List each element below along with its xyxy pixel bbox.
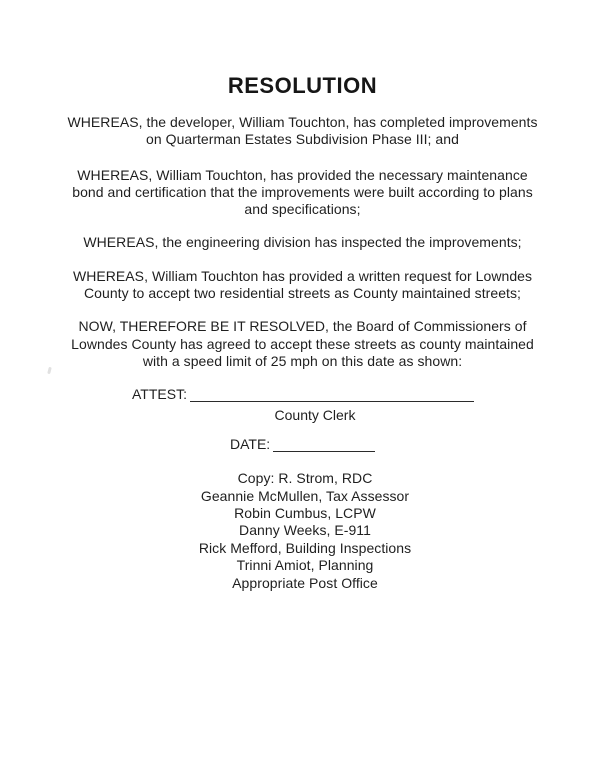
copy-list-item: Appropriate Post Office (232, 574, 378, 591)
paragraph-line: with a speed limit of 25 mph on this date as shown: (142, 352, 463, 369)
paragraph-whereas-developer (43, 114, 563, 149)
attest-signature-line (190, 387, 474, 402)
copy-distribution-list (105, 470, 505, 592)
copy-list-item: Danny Weeks, E-911 (239, 522, 371, 539)
date-label: DATE: (230, 436, 271, 453)
paragraph-resolved (43, 318, 563, 370)
copy-list-item: Geannie McMullen, Tax Assessor (200, 487, 410, 504)
copy-list-item: Robin Cumbus, LCPW (234, 505, 376, 522)
paragraph-line: WHEREAS, the developer, William Touchton, has completed improvements (67, 114, 538, 130)
paragraph-whereas-request (43, 268, 563, 303)
paragraph-line: bond and certification that the improvements were built according to plans (72, 183, 533, 200)
paragraph-whereas-engineering (43, 234, 563, 251)
copy-list-item: Rick Mefford, Building Inspections (198, 539, 412, 556)
paragraph-line: and specifications; (244, 201, 361, 218)
paragraph-line: on Quarterman Estates Subdivision Phase III; and (146, 131, 459, 148)
document-title: RESOLUTION (227, 73, 378, 98)
paragraph-line: County to accept two residential streets as County maintained streets; (84, 285, 521, 302)
attest-row (132, 387, 600, 402)
paragraph-line: WHEREAS, William Touchton, has provided the necessary maintenance (77, 166, 528, 183)
copy-list-item: Trinni Amiot, Planning (236, 557, 374, 574)
copy-list-item: Copy: R. Strom, RDC (237, 470, 373, 487)
paragraph-line: Lowndes County has agreed to accept these streets as county maintained (71, 335, 534, 352)
county-clerk-label: County Clerk (274, 407, 356, 424)
paragraph-whereas-bond (43, 167, 563, 219)
paragraph-line: WHEREAS, William Touchton has provided a written request for Lowndes (72, 267, 533, 284)
paragraph-line: NOW, THEREFORE BE IT RESOLVED, the Board of Commissioners of (78, 318, 527, 335)
date-blank-line (273, 437, 375, 452)
paragraph-line: WHEREAS, the engineering division has inspected the improvements; (83, 234, 522, 251)
date-row (230, 437, 600, 452)
attest-label: ATTEST: (132, 386, 187, 403)
